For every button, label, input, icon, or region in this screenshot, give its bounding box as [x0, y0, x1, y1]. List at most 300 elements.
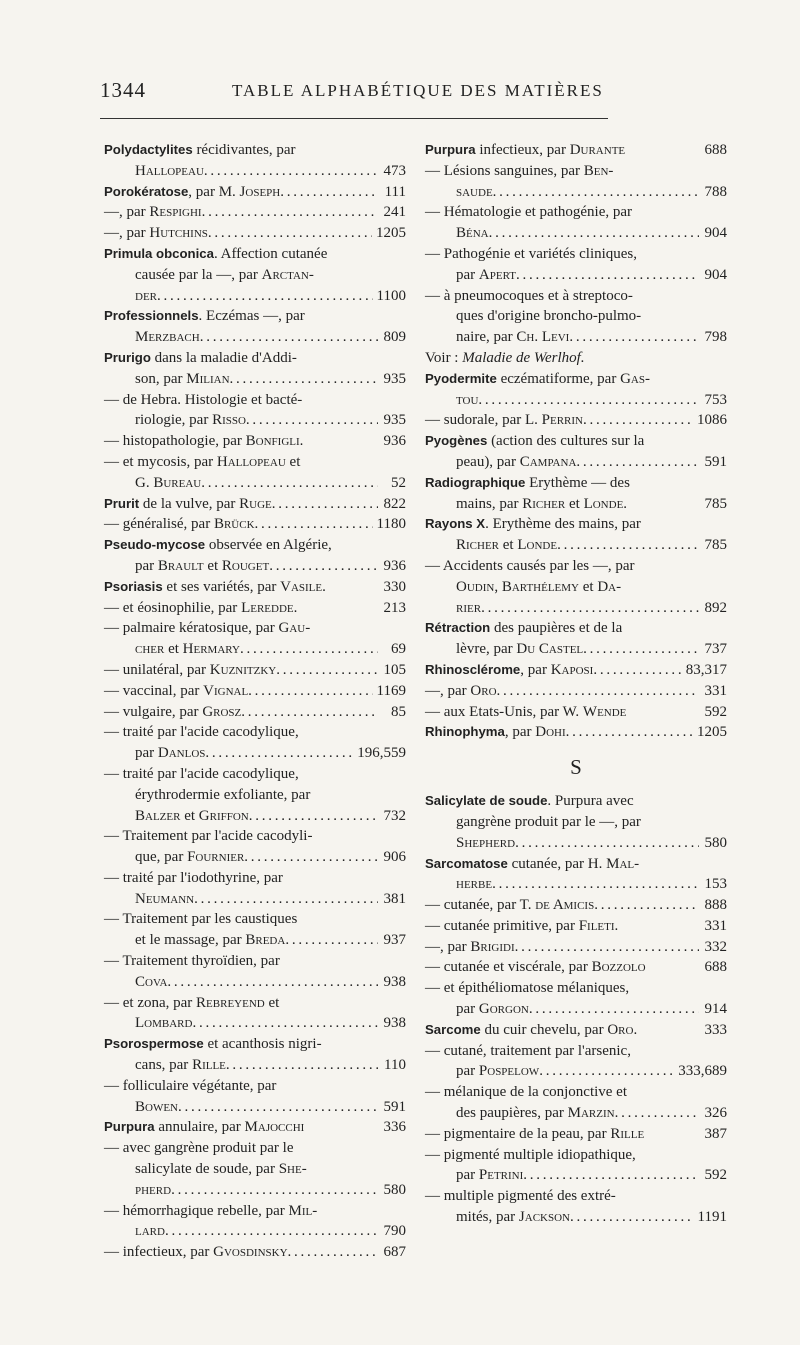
author-name: Jackson — [518, 1209, 570, 1226]
entry-fragment: — et mycosis, par — [104, 453, 217, 470]
entry-text — [425, 660, 593, 681]
author-name: Neumann — [135, 890, 195, 907]
index-entry-continuation — [104, 785, 406, 806]
dot-leader — [157, 286, 373, 307]
entry-text — [104, 452, 300, 473]
author-name: Oro — [470, 682, 497, 699]
section-letter: S — [570, 755, 582, 780]
entry-fragment: , — [494, 578, 502, 595]
headword: Purpura — [425, 142, 476, 157]
author-name: Londe — [517, 537, 558, 554]
index-entry — [104, 909, 406, 930]
entry-fragment: cutanée, par H. — [507, 855, 607, 872]
entry-fragment: . Eczémas —, par — [198, 308, 305, 325]
dot-leader — [194, 889, 378, 910]
index-entry-continuation — [425, 999, 727, 1020]
entry-fragment: son, par — [135, 370, 187, 387]
page-reference: 938 — [383, 973, 406, 990]
page-reference: 52 — [391, 474, 406, 491]
index-entry-continuation — [104, 972, 406, 993]
dot-leader — [226, 1055, 378, 1076]
index-entry — [425, 978, 727, 999]
entry-fragment: et — [203, 557, 222, 574]
author-name: Mal- — [606, 855, 640, 872]
entry-text — [104, 244, 327, 265]
page-reference: 1086 — [697, 412, 727, 429]
index-entry — [104, 452, 406, 473]
dot-leader — [593, 660, 681, 681]
page-reference: 937 — [383, 932, 406, 949]
entry-text — [425, 1082, 627, 1103]
entry-fragment: — cutanée primitive, par — [425, 917, 579, 934]
entry-fragment: dans la maladie d'Addi- — [150, 349, 297, 366]
entry-text — [104, 660, 276, 681]
entry-fragment: — multiple pigmenté des extré- — [425, 1188, 616, 1205]
entry-fragment: (action des cultures sur la — [487, 433, 645, 450]
entry-text — [425, 978, 629, 999]
author-name: Petrini — [478, 1167, 524, 1184]
index-entry-continuation — [104, 410, 406, 431]
index-entry — [425, 369, 727, 390]
headword: Psorospermose — [104, 1036, 204, 1052]
index-entry — [104, 1034, 406, 1055]
entry-fragment: lèvre, par — [456, 641, 517, 658]
author-name: Pospelow — [478, 1063, 540, 1080]
dot-leader — [208, 223, 372, 244]
dot-leader — [285, 930, 378, 951]
entry-text — [104, 348, 297, 369]
dot-leader — [248, 681, 372, 702]
entry-text — [456, 1061, 539, 1082]
author-name: Bowen — [135, 1098, 178, 1115]
entry-text — [425, 957, 646, 978]
index-entry — [425, 514, 727, 535]
page-reference: 1191 — [697, 1209, 727, 1226]
entry-text — [456, 223, 489, 244]
dot-leader — [230, 369, 378, 390]
entry-text — [104, 993, 279, 1014]
dot-leader — [178, 1097, 378, 1118]
page-reference: 936 — [383, 557, 406, 574]
dot-leader — [493, 182, 699, 203]
index-entry-continuation — [104, 889, 406, 910]
index-entry-continuation — [104, 327, 406, 348]
dot-leader — [576, 452, 699, 473]
entry-fragment: . Purpura avec — [547, 793, 634, 810]
entry-fragment: — traité par l'iodothyrine, par — [104, 869, 283, 886]
entry-text — [425, 1145, 636, 1166]
page-reference: 326 — [704, 1105, 727, 1122]
dot-leader — [566, 722, 693, 743]
page-reference: 892 — [704, 599, 727, 616]
entry-text — [104, 182, 280, 203]
entry-text — [135, 473, 201, 494]
author-name: Apert — [478, 266, 516, 283]
page-reference: 333,689 — [678, 1063, 727, 1080]
page-reference: 332 — [704, 938, 727, 955]
entry-text — [104, 223, 208, 244]
entry-fragment: , par — [504, 724, 536, 741]
entry-text — [104, 951, 280, 972]
headword: Sarcomatose — [425, 855, 508, 871]
entry-fragment: — de Hebra. Histologie et bacté- — [104, 391, 303, 408]
entry-fragment: — sudorale, par L. — [425, 412, 542, 429]
entry-text — [425, 348, 585, 369]
dot-leader — [244, 847, 378, 868]
index-entry-continuation — [425, 223, 727, 244]
entry-fragment: gangrène produit par le —, par — [456, 813, 641, 830]
entry-fragment: — histopathologie, par — [104, 433, 246, 450]
entry-text — [104, 826, 312, 847]
entry-text — [425, 681, 497, 702]
dot-leader — [539, 1061, 674, 1082]
entry-text — [456, 999, 529, 1020]
index-entry — [104, 1076, 406, 1097]
page-reference: 936 — [383, 433, 406, 450]
entry-text — [456, 494, 627, 515]
headword: Prurit — [104, 495, 140, 511]
index-entry-continuation — [104, 1159, 406, 1180]
dot-leader — [249, 806, 378, 827]
page-reference: 732 — [383, 807, 406, 824]
index-entry-continuation — [425, 390, 727, 411]
headword: Porokératose — [104, 183, 189, 199]
entry-fragment: — hémorrhagique rebelle, par — [104, 1202, 289, 1219]
index-entry — [425, 1082, 727, 1103]
entry-text — [135, 889, 194, 910]
author-name: herbe — [456, 876, 493, 893]
dot-leader — [583, 410, 693, 431]
entry-text — [456, 1103, 615, 1124]
entry-text — [425, 791, 634, 812]
entry-fragment: récidivantes, par — [192, 142, 296, 158]
index-entry-continuation — [425, 812, 727, 833]
headword: Pyogènes — [425, 433, 488, 449]
entry-fragment: — unilatéral, par — [104, 661, 210, 678]
page-reference: 688 — [704, 959, 727, 976]
headword: Rhinophyma — [425, 724, 505, 740]
dot-leader — [489, 223, 699, 244]
entry-text — [425, 473, 630, 494]
entry-fragment: — Traitement thyroïdien, par — [104, 953, 280, 970]
index-entry — [104, 681, 406, 702]
dot-leader — [201, 473, 378, 494]
author-name: Barthélemy — [501, 578, 579, 595]
entry-fragment: Erythème — des — [525, 474, 630, 491]
index-entry — [425, 1124, 727, 1145]
dot-leader — [515, 937, 699, 958]
entry-fragment: — Pathogénie et variétés cliniques, — [425, 245, 638, 262]
index-entry — [425, 1020, 727, 1041]
entry-text — [425, 937, 515, 958]
index-entry — [425, 681, 727, 702]
index-entry — [104, 494, 406, 515]
entry-fragment: — pigmentaire de la peau, par — [425, 1125, 611, 1142]
dot-leader — [569, 327, 699, 348]
index-entry — [425, 618, 727, 639]
index-entry — [425, 431, 727, 452]
author-name: Gas- — [620, 370, 650, 387]
entry-fragment: ques d'origine broncho-pulmo- — [456, 308, 642, 325]
author-name: Kaposi — [550, 661, 594, 678]
entry-fragment: naire, par — [456, 329, 517, 346]
index-entry — [425, 410, 727, 431]
page-reference: 387 — [704, 1125, 727, 1142]
author-name: Londe — [583, 495, 624, 512]
entry-fragment: et — [180, 807, 199, 824]
index-entry-continuation — [104, 265, 406, 286]
index-entry — [425, 895, 727, 916]
index-entry — [425, 140, 727, 161]
index-entry — [104, 202, 406, 223]
entry-text — [104, 140, 296, 161]
entry-fragment: — traité par l'acide cacodylique, — [104, 724, 299, 741]
author-name: Rouget — [221, 557, 270, 574]
index-entry-continuation — [425, 306, 727, 327]
entry-fragment: . — [322, 578, 326, 595]
dot-leader — [481, 598, 699, 619]
entry-text — [425, 161, 613, 182]
entry-fragment: — folliculaire végétante, par — [104, 1077, 277, 1094]
entry-fragment: mités, par — [456, 1209, 519, 1226]
author-name: Breda — [245, 932, 286, 949]
index-entry — [104, 577, 406, 598]
entry-fragment: — Hématologie et pathogénie, par — [425, 204, 633, 221]
entry-fragment: observée en Algérie, — [205, 537, 332, 554]
index-entry-continuation — [425, 639, 727, 660]
entry-text — [135, 972, 167, 993]
dot-leader — [492, 874, 699, 895]
entry-text — [456, 327, 569, 348]
entry-fragment: . Erythème des mains, par — [485, 516, 641, 533]
entry-text — [135, 327, 200, 348]
cross-reference: Maladie de Werlhof. — [462, 349, 585, 366]
page-reference: 1205 — [697, 724, 727, 741]
entry-fragment: . — [299, 433, 304, 450]
entry-text — [456, 639, 583, 660]
entry-text — [425, 410, 583, 431]
index-entry-continuation — [104, 1180, 406, 1201]
author-name: Dohi — [535, 724, 566, 741]
index-entry — [104, 306, 406, 327]
entry-text — [135, 369, 230, 390]
entry-text — [104, 722, 299, 743]
page-reference: 788 — [704, 183, 727, 200]
dot-leader — [246, 410, 378, 431]
running-title: TABLE ALPHABÉTIQUE DES MATIÈRES — [232, 81, 604, 100]
entry-fragment: des paupières et de la — [490, 620, 623, 637]
entry-text — [135, 743, 205, 764]
index-entry — [425, 702, 727, 723]
index-entry-continuation — [104, 161, 406, 182]
entry-text — [135, 1180, 171, 1201]
entry-fragment: cans, par — [135, 1057, 193, 1074]
page-reference: 592 — [704, 703, 727, 720]
entry-fragment: eczématiforme, par — [496, 370, 621, 387]
entry-fragment: par — [456, 1001, 479, 1018]
author-name: Oudin — [456, 578, 495, 595]
dot-leader — [269, 556, 378, 577]
entry-text — [456, 390, 478, 411]
author-name: Risso — [212, 412, 246, 429]
page-reference: 580 — [383, 1181, 406, 1198]
page-reference: 1205 — [376, 225, 406, 242]
entry-fragment: —, par — [104, 204, 150, 221]
index-entry-continuation — [425, 598, 727, 619]
page-reference: 753 — [704, 391, 727, 408]
entry-text — [104, 1242, 288, 1263]
headword: Pyodermite — [425, 370, 497, 386]
index-entry — [425, 202, 727, 223]
headword: Psoriasis — [104, 578, 163, 594]
index-entry-continuation — [425, 452, 727, 473]
entry-text — [425, 431, 644, 452]
entry-text — [104, 764, 299, 785]
page-reference: 381 — [383, 890, 406, 907]
dot-leader — [615, 1103, 699, 1124]
index-entry — [425, 791, 727, 812]
index-entry-continuation — [425, 1103, 727, 1124]
entry-fragment: par — [456, 1063, 479, 1080]
page-reference: 473 — [383, 162, 406, 179]
entry-text — [425, 895, 594, 916]
entry-text — [425, 1041, 631, 1062]
author-name: Ruge — [239, 495, 272, 512]
author-name: Majocchi — [244, 1119, 305, 1136]
entry-fragment: mains, par — [456, 495, 523, 512]
dot-leader — [200, 327, 378, 348]
index-entry-continuation — [425, 327, 727, 348]
index-entry — [104, 660, 406, 681]
entry-fragment: — cutanée et viscérale, par — [425, 959, 592, 976]
author-name: Rille — [192, 1057, 226, 1074]
author-name: Rebreyend — [196, 994, 265, 1011]
page-reference: 904 — [704, 266, 727, 283]
entry-fragment: annulaire, par — [154, 1119, 245, 1136]
entry-text — [456, 577, 621, 598]
entry-text — [135, 785, 310, 806]
entry-text — [104, 431, 303, 452]
entry-text — [135, 1159, 307, 1180]
author-name: Ch. Levi — [516, 329, 570, 346]
dot-leader — [523, 1165, 699, 1186]
index-entry-continuation — [104, 473, 406, 494]
page-reference: 83,317 — [685, 661, 727, 678]
index-entry-continuation — [425, 494, 727, 515]
page-reference: 331 — [704, 682, 727, 699]
header-rule — [100, 118, 608, 119]
index-entry — [425, 556, 727, 577]
dot-leader — [276, 660, 378, 681]
index-entry — [104, 182, 406, 203]
author-name: Shepherd — [456, 834, 516, 851]
page-reference: 85 — [391, 703, 406, 720]
entry-text — [104, 1117, 304, 1138]
dot-leader — [192, 1013, 378, 1034]
index-entry — [425, 1041, 727, 1062]
entry-fragment: et le massage, par — [135, 932, 246, 949]
entry-text — [425, 854, 639, 875]
entry-text — [425, 1186, 616, 1207]
index-entry-continuation — [425, 577, 727, 598]
entry-fragment: causée par la —, par — [135, 266, 262, 283]
index-column-right — [425, 140, 727, 1228]
headword: Professionnels — [104, 308, 199, 324]
entry-fragment: peau), par — [456, 453, 520, 470]
index-entry-continuation — [104, 1097, 406, 1118]
page-header — [100, 78, 608, 112]
entry-fragment: et — [499, 537, 518, 554]
entry-text — [104, 1076, 276, 1097]
index-entry — [425, 916, 727, 937]
page-reference: 196,559 — [357, 745, 406, 762]
author-name: Balzer — [135, 807, 181, 824]
index-entry-continuation — [104, 743, 406, 764]
page-reference: 1169 — [376, 682, 406, 699]
entry-fragment: — à pneumocoques et à streptoco- — [425, 287, 633, 304]
entry-fragment: —, par — [104, 225, 150, 242]
index-entry — [104, 1138, 406, 1159]
index-entry-continuation — [425, 1165, 727, 1186]
headword: Radiographique — [425, 474, 526, 490]
page-reference: 110 — [384, 1057, 406, 1074]
index-entry-continuation — [425, 265, 727, 286]
entry-fragment: érythrodermie exfoliante, par — [135, 786, 311, 803]
author-name: Respighi — [149, 204, 202, 221]
page-reference: 213 — [383, 599, 406, 616]
entry-text — [135, 161, 204, 182]
author-name: Fileti — [578, 917, 615, 934]
dot-leader — [478, 390, 699, 411]
index-entry — [104, 223, 406, 244]
author-name: She- — [278, 1161, 307, 1178]
index-entry-continuation — [104, 847, 406, 868]
page-reference: 336 — [383, 1119, 406, 1136]
entry-fragment: — aux Etats-Unis, par W. — [425, 703, 583, 720]
entry-fragment: de la vulve, par — [139, 495, 240, 512]
author-name: saude — [456, 183, 493, 200]
entry-text — [104, 1034, 322, 1055]
page-reference: 1100 — [376, 287, 406, 304]
entry-text — [425, 140, 625, 161]
entry-text — [425, 702, 626, 723]
entry-text — [104, 598, 297, 619]
index-entry — [425, 957, 727, 978]
entry-text — [425, 514, 641, 535]
index-entry — [425, 722, 727, 743]
entry-text — [104, 1201, 317, 1222]
index-entry — [104, 1242, 406, 1263]
author-name: rier — [456, 599, 482, 616]
page-reference: 331 — [704, 917, 727, 934]
entry-fragment: —, par — [425, 938, 471, 955]
index-entry — [425, 660, 727, 681]
dot-leader — [167, 972, 378, 993]
index-entry-continuation — [425, 535, 727, 556]
dot-leader — [515, 833, 699, 854]
entry-text — [425, 244, 637, 265]
entry-fragment: , par M. — [188, 183, 240, 200]
author-name: Vignal — [203, 682, 249, 699]
author-name: lard — [135, 1223, 165, 1240]
dot-leader — [240, 639, 378, 660]
author-name: Oro — [607, 1021, 634, 1038]
index-entry-continuation — [104, 1013, 406, 1034]
author-name: de Amicis — [535, 897, 595, 914]
index-entry-continuation — [425, 1207, 727, 1228]
page-reference: 241 — [383, 204, 406, 221]
entry-text — [104, 514, 255, 535]
